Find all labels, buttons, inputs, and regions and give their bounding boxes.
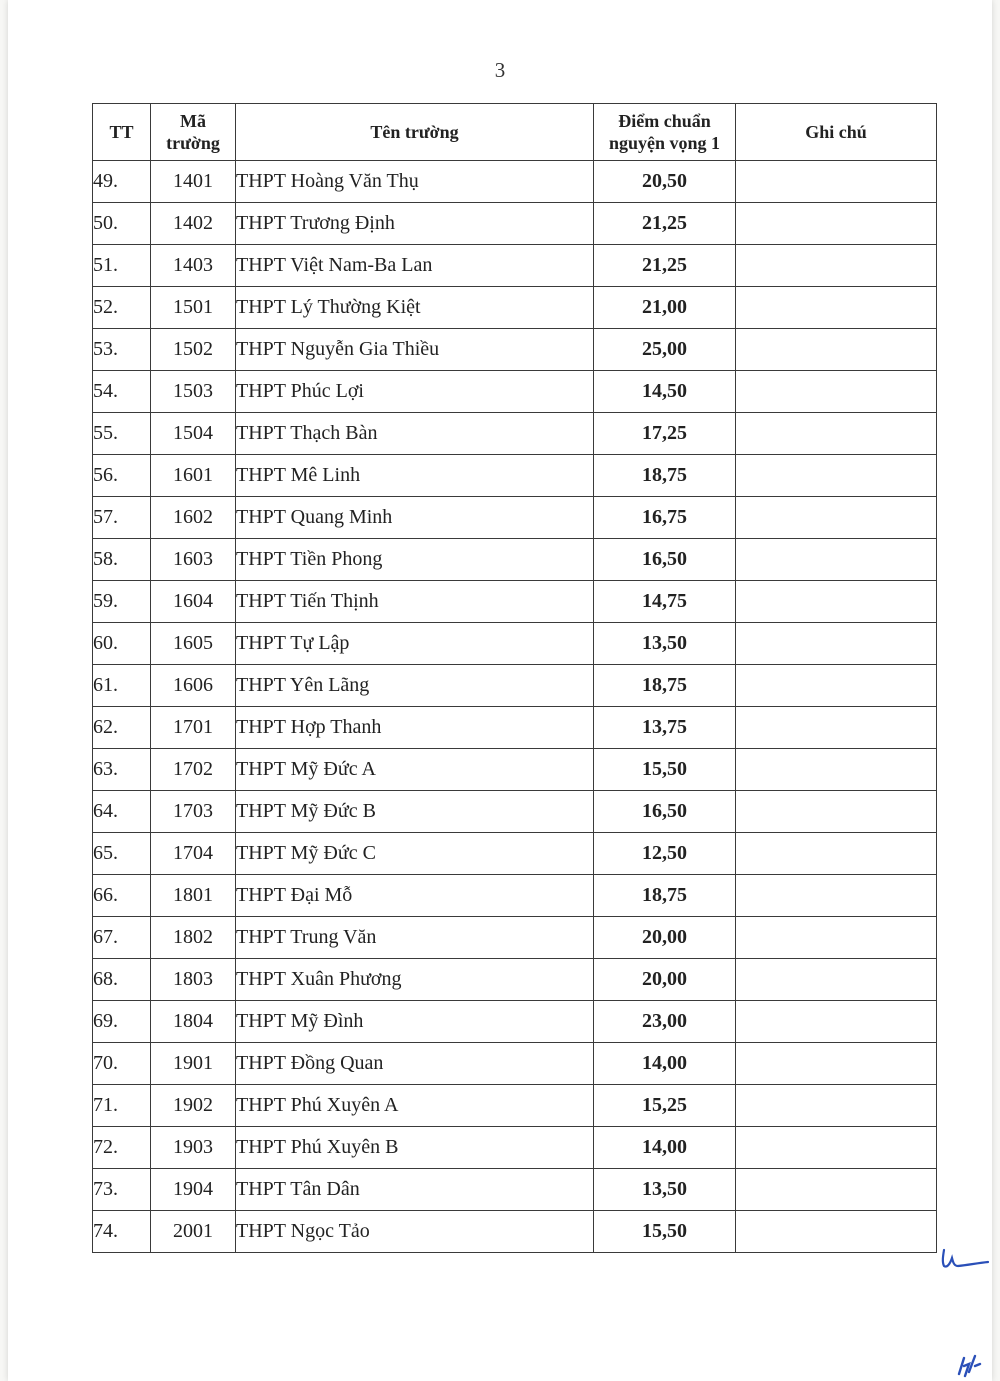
school-name: THPT Mỹ Đức C (236, 833, 594, 875)
admission-score: 14,00 (594, 1127, 736, 1169)
note (736, 1211, 937, 1253)
school-name: THPT Mỹ Đức B (236, 791, 594, 833)
table-row (93, 707, 937, 749)
admission-score: 14,75 (594, 581, 736, 623)
note (736, 707, 937, 749)
note (736, 371, 937, 413)
school-name: THPT Phúc Lợi (236, 371, 594, 413)
row-index: 65. (93, 833, 151, 875)
header-note: Ghi chú (736, 104, 937, 161)
admission-score: 17,25 (594, 413, 736, 455)
admission-score: 21,00 (594, 287, 736, 329)
note (736, 1127, 937, 1169)
admission-score: 16,50 (594, 539, 736, 581)
row-index: 55. (93, 413, 151, 455)
table-row (93, 665, 937, 707)
table-row (93, 371, 937, 413)
school-code: 1604 (151, 581, 236, 623)
admission-score: 14,00 (594, 1043, 736, 1085)
school-code: 1901 (151, 1043, 236, 1085)
note (736, 245, 937, 287)
row-index: 52. (93, 287, 151, 329)
school-code: 1804 (151, 1001, 236, 1043)
note (736, 665, 937, 707)
school-code: 1802 (151, 917, 236, 959)
school-code: 1704 (151, 833, 236, 875)
note (736, 203, 937, 245)
note (736, 749, 937, 791)
row-index: 57. (93, 497, 151, 539)
table-row (93, 539, 937, 581)
school-code: 1803 (151, 959, 236, 1001)
note (736, 455, 937, 497)
school-name: THPT Hợp Thanh (236, 707, 594, 749)
admission-score: 21,25 (594, 245, 736, 287)
admission-score: 16,75 (594, 497, 736, 539)
school-name: THPT Việt Nam-Ba Lan (236, 245, 594, 287)
note (736, 791, 937, 833)
table-row (93, 749, 937, 791)
school-code: 1701 (151, 707, 236, 749)
school-name: THPT Đồng Quan (236, 1043, 594, 1085)
admission-score: 18,75 (594, 455, 736, 497)
note (736, 581, 937, 623)
note (736, 959, 937, 1001)
row-index: 49. (93, 161, 151, 203)
school-name: THPT Phú Xuyên B (236, 1127, 594, 1169)
admission-score: 15,25 (594, 1085, 736, 1127)
school-name: THPT Hoàng Văn Thụ (236, 161, 594, 203)
table-row (93, 455, 937, 497)
row-index: 53. (93, 329, 151, 371)
table-row (93, 413, 937, 455)
school-code: 1903 (151, 1127, 236, 1169)
note (736, 161, 937, 203)
school-name: THPT Lý Thường Kiệt (236, 287, 594, 329)
school-name: THPT Tự Lập (236, 623, 594, 665)
table-row (93, 959, 937, 1001)
school-name: THPT Mỹ Đình (236, 1001, 594, 1043)
school-name: THPT Mỹ Đức A (236, 749, 594, 791)
school-name: THPT Mê Linh (236, 455, 594, 497)
row-index: 71. (93, 1085, 151, 1127)
admission-score: 15,50 (594, 749, 736, 791)
school-name: THPT Yên Lãng (236, 665, 594, 707)
admission-score: 20,50 (594, 161, 736, 203)
table-row (93, 875, 937, 917)
school-code: 1502 (151, 329, 236, 371)
school-code: 1902 (151, 1085, 236, 1127)
row-index: 50. (93, 203, 151, 245)
signature-mark (938, 1246, 990, 1270)
school-code: 1801 (151, 875, 236, 917)
table-row (93, 1001, 937, 1043)
admission-score: 21,25 (594, 203, 736, 245)
row-index: 54. (93, 371, 151, 413)
admission-score: 20,00 (594, 959, 736, 1001)
row-index: 62. (93, 707, 151, 749)
school-name: THPT Đại Mỗ (236, 875, 594, 917)
school-code: 1501 (151, 287, 236, 329)
school-name: THPT Ngọc Tảo (236, 1211, 594, 1253)
row-index: 66. (93, 875, 151, 917)
table-row (93, 1043, 937, 1085)
school-code: 1601 (151, 455, 236, 497)
admission-score: 14,50 (594, 371, 736, 413)
note (736, 497, 937, 539)
header-school-name: Tên trường (236, 104, 594, 161)
admission-scores-table (92, 103, 937, 1253)
table-row (93, 1085, 937, 1127)
school-name: THPT Trung Văn (236, 917, 594, 959)
school-name: THPT Xuân Phương (236, 959, 594, 1001)
table-body (93, 161, 937, 1253)
school-code: 1606 (151, 665, 236, 707)
school-code: 1603 (151, 539, 236, 581)
note (736, 875, 937, 917)
table-row (93, 791, 937, 833)
note (736, 1085, 937, 1127)
school-name: THPT Trương Định (236, 203, 594, 245)
school-name: THPT Tiến Thịnh (236, 581, 594, 623)
note (736, 539, 937, 581)
row-index: 63. (93, 749, 151, 791)
school-code: 1904 (151, 1169, 236, 1211)
table-row (93, 833, 937, 875)
table-header-row (93, 104, 937, 161)
school-code: 1605 (151, 623, 236, 665)
admission-score: 12,50 (594, 833, 736, 875)
note (736, 413, 937, 455)
note (736, 329, 937, 371)
admission-score: 25,00 (594, 329, 736, 371)
table-row (93, 1211, 937, 1253)
admission-score: 13,50 (594, 1169, 736, 1211)
header-admission-score: Điểm chuẩn nguyện vọng 1 (594, 104, 736, 161)
school-name: THPT Nguyễn Gia Thiều (236, 329, 594, 371)
school-code: 1504 (151, 413, 236, 455)
school-code: 1402 (151, 203, 236, 245)
table-row (93, 1127, 937, 1169)
admission-score: 20,00 (594, 917, 736, 959)
table-row (93, 917, 937, 959)
row-index: 67. (93, 917, 151, 959)
row-index: 56. (93, 455, 151, 497)
note (736, 623, 937, 665)
row-index: 61. (93, 665, 151, 707)
row-index: 64. (93, 791, 151, 833)
row-index: 51. (93, 245, 151, 287)
table-row (93, 329, 937, 371)
admission-score: 15,50 (594, 1211, 736, 1253)
school-code: 1403 (151, 245, 236, 287)
table-row (93, 245, 937, 287)
admission-score: 23,00 (594, 1001, 736, 1043)
admission-score: 13,50 (594, 623, 736, 665)
school-code: 1602 (151, 497, 236, 539)
row-index: 58. (93, 539, 151, 581)
school-name: THPT Tân Dân (236, 1169, 594, 1211)
row-index: 68. (93, 959, 151, 1001)
row-index: 69. (93, 1001, 151, 1043)
row-index: 59. (93, 581, 151, 623)
school-code: 1703 (151, 791, 236, 833)
table-row (93, 287, 937, 329)
row-index: 60. (93, 623, 151, 665)
school-code: 1401 (151, 161, 236, 203)
initials-mark (955, 1352, 983, 1378)
school-name: THPT Thạch Bàn (236, 413, 594, 455)
table-row (93, 161, 937, 203)
school-name: THPT Quang Minh (236, 497, 594, 539)
table-row (93, 203, 937, 245)
table-row (93, 497, 937, 539)
table-row (93, 1169, 937, 1211)
page-number: 3 (494, 58, 506, 82)
header-tt: TT (93, 104, 151, 161)
note (736, 287, 937, 329)
school-code: 1503 (151, 371, 236, 413)
table-row (93, 581, 937, 623)
admission-score: 16,50 (594, 791, 736, 833)
note (736, 1001, 937, 1043)
row-index: 74. (93, 1211, 151, 1253)
school-name: THPT Tiền Phong (236, 539, 594, 581)
admission-score: 18,75 (594, 665, 736, 707)
note (736, 1169, 937, 1211)
school-code: 2001 (151, 1211, 236, 1253)
row-index: 70. (93, 1043, 151, 1085)
note (736, 1043, 937, 1085)
admission-score: 18,75 (594, 875, 736, 917)
row-index: 72. (93, 1127, 151, 1169)
school-name: THPT Phú Xuyên A (236, 1085, 594, 1127)
school-code: 1702 (151, 749, 236, 791)
row-index: 73. (93, 1169, 151, 1211)
admission-score: 13,75 (594, 707, 736, 749)
table-row (93, 623, 937, 665)
note (736, 917, 937, 959)
note (736, 833, 937, 875)
header-school-code: Mã trường (151, 104, 236, 161)
